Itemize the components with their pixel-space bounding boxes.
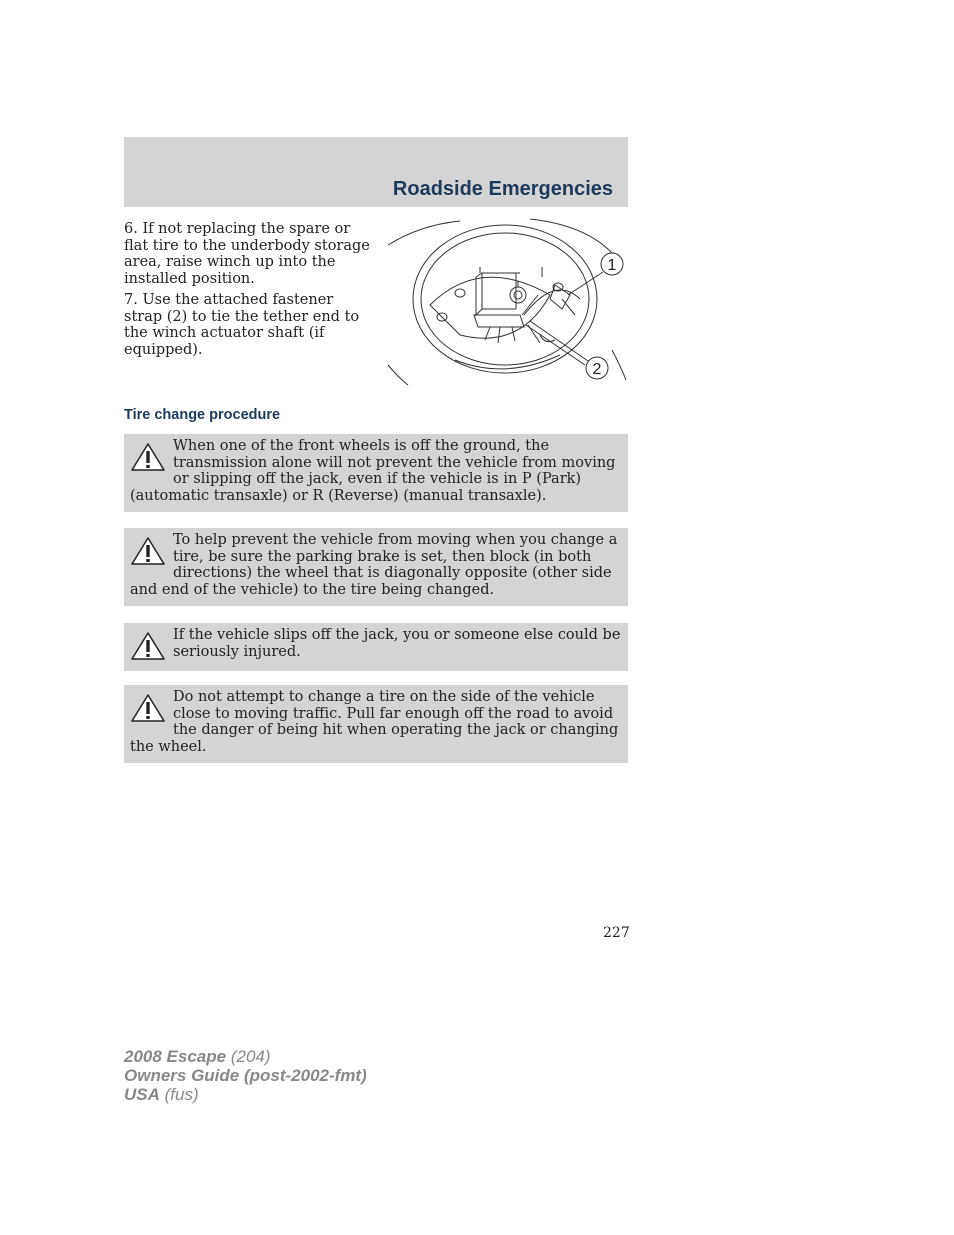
- spare-tire-winch-illustration: [380, 215, 630, 390]
- footer-line-3: [124, 1085, 367, 1104]
- footer-document-info: [124, 1047, 367, 1104]
- warning-box-4: [124, 685, 628, 763]
- warning-text: Do not attempt to change a tire on the side of the vehicle close to moving traffic. Pull far enough off the road to avoid the danger of being hit when operating the jack or changing the wheel.: [130, 689, 619, 755]
- footer-model: 2008 Escape: [124, 1047, 227, 1066]
- callout-2-label: 2: [592, 361, 602, 378]
- warning-triangle-icon: [130, 442, 166, 472]
- warning-box-2: [124, 528, 628, 606]
- footer-guide: Owners Guide (post-2002-fmt): [124, 1066, 367, 1085]
- warning-text: To help prevent the vehicle from moving when you change a tire, be sure the parking brake is set, then block (in both directions) the wheel that is diagonally opposite (other side and end of the vehicle) to the tire being changed.: [130, 532, 618, 598]
- step-7: 7. Use the attached fastener strap (2) to tie the tether end to the winch actuator shaft (if equipped).: [124, 292, 360, 358]
- warning-triangle-icon: [130, 631, 166, 661]
- footer-line-1: [124, 1047, 367, 1066]
- footer-line-2: [124, 1066, 367, 1085]
- warning-triangle-icon: [130, 536, 166, 566]
- footer-market: USA: [124, 1085, 160, 1104]
- callout-1-label: 1: [607, 257, 617, 274]
- header-band: [124, 137, 628, 207]
- footer-market-code: (fus): [164, 1085, 199, 1104]
- warning-box-1: [124, 434, 628, 512]
- step-6: 6. If not replacing the spare or flat tire to the underbody storage area, raise winch up into the installed position.: [124, 221, 370, 287]
- instruction-steps: [124, 221, 370, 363]
- warning-text: If the vehicle slips off the jack, you or someone else could be seriously injured.: [173, 627, 621, 660]
- warning-triangle-icon: [130, 693, 166, 723]
- footer-model-code: (204): [230, 1047, 271, 1066]
- page-number: 227: [603, 925, 630, 941]
- warning-text: When one of the front wheels is off the ground, the transmission alone will not prevent the vehicle from moving or slipping off the jack, even if the vehicle is in P (Park) (automatic transaxle) or R (Reverse) (manual transaxle).: [130, 438, 616, 504]
- warning-box-3: [124, 623, 628, 671]
- page-title: Roadside Emergencies: [392, 178, 613, 200]
- section-heading: Tire change procedure: [124, 407, 281, 423]
